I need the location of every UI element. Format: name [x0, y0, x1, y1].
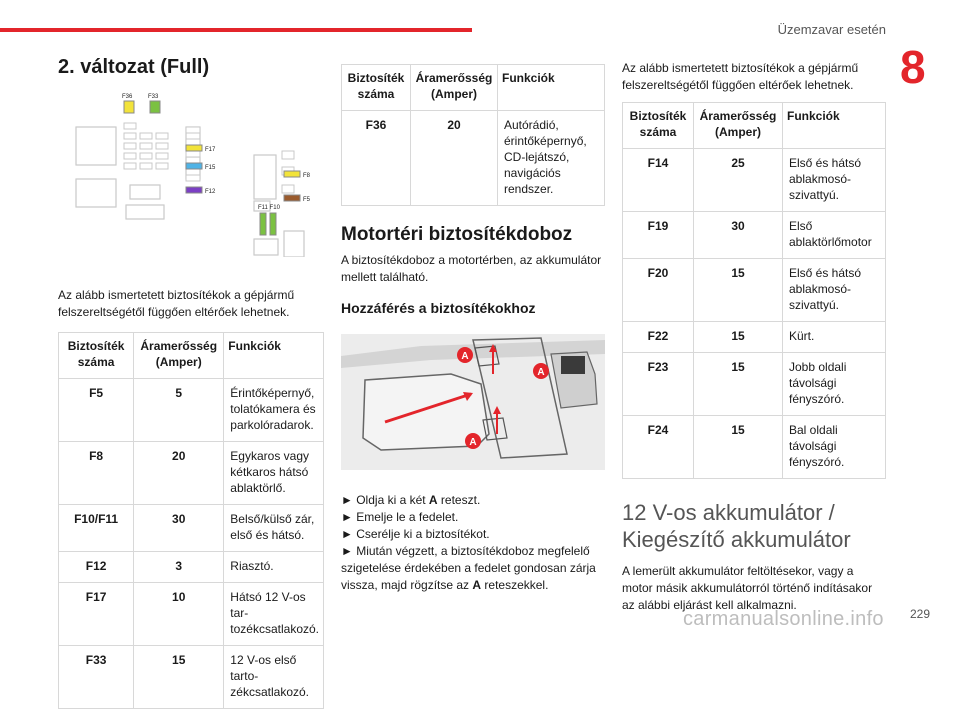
- step-item: [341, 526, 605, 543]
- fuse-slot: [124, 123, 136, 129]
- table-row: [623, 322, 886, 353]
- table-header: Biztosíték száma: [59, 333, 134, 379]
- fuse-f15: [186, 163, 202, 169]
- fuse-function: Kürt.: [783, 322, 886, 353]
- battery-text: A lemerült akkumulátor feltöltésekor, vagy a motor másik akkumulátorról történő indításakor az alábbi eljárást kell alkalmazni.: [622, 564, 873, 612]
- fuse-function: Riasztó.: [224, 552, 324, 583]
- fuse-amperage: 5: [134, 379, 224, 442]
- fuse-slot: [186, 139, 200, 145]
- fuse-f17: [186, 145, 202, 151]
- fuse-f12: [186, 187, 202, 193]
- fuse-number: F22: [623, 322, 694, 353]
- table-header: Áramerősség (Amper): [411, 65, 498, 111]
- step-bullet: ►: [341, 527, 353, 541]
- fuse-amperage: 30: [694, 212, 783, 259]
- fuse-f5: [284, 195, 300, 201]
- fuse-amperage: 15: [694, 416, 783, 479]
- variant-title: 2. változat (Full): [58, 56, 210, 78]
- fuse-number: F24: [623, 416, 694, 479]
- fuse-slot: [124, 153, 136, 159]
- fuse-slot: [140, 153, 152, 159]
- fuse-slot: [186, 175, 200, 181]
- fuse-slot: [124, 163, 136, 169]
- label-f17: F17: [205, 147, 216, 153]
- table-header: Funkciók: [498, 65, 605, 111]
- table-header: Funkciók: [783, 103, 886, 149]
- latch-marker-label: A: [461, 351, 469, 362]
- fuse-f36: [124, 101, 134, 113]
- label-f33: F33: [148, 94, 159, 100]
- table-row: [623, 416, 886, 479]
- fuse-slot: [156, 133, 168, 139]
- fuse-f33: [150, 101, 160, 113]
- step-text: Miután végzett, a biztosítékdoboz megfelelő szigetelése érdekében a fedelet gondosan zárja vissza, majd rögzítse az: [341, 544, 596, 592]
- diagram-block: [254, 155, 276, 199]
- table-header: Funkciók: [224, 333, 324, 379]
- fuse-amperage: 25: [694, 149, 783, 212]
- table-row: [342, 111, 605, 206]
- fuse-number: F19: [623, 212, 694, 259]
- col3-intro: Az alább ismertetett biztosítékok a gépjármű felszereltségétől függően eltérőek lehetnek.: [622, 61, 859, 92]
- table-row: [623, 212, 886, 259]
- label-f36: F36: [122, 94, 133, 100]
- fuse-slot: [156, 153, 168, 159]
- table-header: Áramerősség (Amper): [694, 103, 783, 149]
- table-row: [59, 552, 324, 583]
- engine-fusebox-intro: A biztosítékdoboz a motortérben, az akkumulátor mellett található.: [341, 253, 602, 284]
- fuse-number: F20: [623, 259, 694, 322]
- step-item: [341, 543, 605, 594]
- diagram-block: [76, 179, 116, 207]
- engine-fusebox-heading: Motortéri biztosítékdoboz: [341, 224, 573, 245]
- fuse-function: 12 V-os első tarto-zékcsatlakozó.: [224, 646, 324, 709]
- diagram-block: [126, 205, 164, 219]
- column-2: [341, 64, 605, 594]
- table-header: Biztosíték száma: [342, 65, 411, 111]
- fuse-f10: [270, 213, 276, 235]
- step-bullet: ►: [341, 544, 353, 558]
- fuse-amperage: 15: [134, 646, 224, 709]
- fuse-function: Belső/külső zár, első és hátsó.: [224, 505, 324, 552]
- fuse-slot: [186, 151, 200, 157]
- fuse-function: Érintőképernyő, tolatókamera és parkolóradarok.: [224, 379, 324, 442]
- engine-bay-photo: [341, 334, 605, 470]
- diagram-block: [76, 127, 116, 165]
- fuse-amperage: 15: [694, 322, 783, 353]
- table-row: [59, 583, 324, 646]
- fuse-number: F33: [59, 646, 134, 709]
- fuse-slot: [140, 133, 152, 139]
- latch-marker-label: A: [537, 367, 545, 378]
- fuse-slot: [140, 163, 152, 169]
- fuse-slot: [282, 151, 294, 159]
- fuse-function: Első és hátsó ablakmosó-szivattyú.: [783, 149, 886, 212]
- fuse-number: F36: [342, 111, 411, 206]
- fuse-box-diagram: [58, 87, 324, 257]
- fuse-function: Egykaros vagy kétkaros hátsó ablaktörlő.: [224, 442, 324, 505]
- fuse-table-3: [622, 102, 886, 479]
- fuse-table-1: [58, 332, 324, 709]
- diagram-block: [130, 185, 160, 199]
- step-text: Emelje le a fedelet.: [352, 510, 459, 524]
- step-item: [341, 509, 605, 526]
- diagram-block: [254, 239, 278, 255]
- fuse-function: Hátsó 12 V-os tar-tozékcsatlakozó.: [224, 583, 324, 646]
- label-f11-f10: F11 F10: [258, 205, 280, 211]
- fuse-slot: [156, 143, 168, 149]
- fuse-number: F8: [59, 442, 134, 505]
- label-f8: F8: [303, 173, 311, 179]
- fuse-slot: [124, 143, 136, 149]
- fuse-amperage: 15: [694, 353, 783, 416]
- step-text: Oldja ki a két: [352, 493, 429, 507]
- step-bold: A: [428, 493, 438, 507]
- header-accent-bar: [0, 28, 472, 32]
- fuse-function: Első és hátsó ablakmosó-szivattyú.: [783, 259, 886, 322]
- fuse-amperage: 30: [134, 505, 224, 552]
- fuse-function: Jobb oldali távolsági fényszóró.: [783, 353, 886, 416]
- battery-heading: 12 V-os akkumulátor / Kiegészítő akkumulátor: [622, 500, 851, 552]
- table-header: Biztosíték száma: [623, 103, 694, 149]
- fuse-amperage: 10: [134, 583, 224, 646]
- step-item: [341, 492, 605, 509]
- table-row: [59, 379, 324, 442]
- chapter-number: 8: [900, 41, 926, 93]
- fuse-number: F17: [59, 583, 134, 646]
- label-f5: F5: [303, 197, 311, 203]
- table-row: [59, 505, 324, 552]
- fuse-slot: [186, 127, 200, 133]
- fuse-slot: [156, 163, 168, 169]
- fuse-slot: [282, 185, 294, 193]
- fuse-function: Első ablaktörlőmotor: [783, 212, 886, 259]
- fuse-slot: [140, 143, 152, 149]
- table-row: [59, 646, 324, 709]
- table-row: [623, 353, 886, 416]
- fuse-number: F10/F11: [59, 505, 134, 552]
- fuse-f11: [260, 213, 266, 235]
- fuse-number: F14: [623, 149, 694, 212]
- label-f12: F12: [205, 189, 216, 195]
- label-f15: F15: [205, 165, 216, 171]
- watermark: carmanualsonline.info: [683, 608, 884, 630]
- section-title: Üzemzavar esetén: [777, 22, 886, 37]
- step-bullet: ►: [341, 493, 353, 507]
- steps-list: [341, 492, 605, 594]
- step-text: reteszt.: [437, 493, 481, 507]
- fuse-number: F12: [59, 552, 134, 583]
- page-number: 229: [909, 607, 930, 621]
- column-3: [622, 60, 886, 614]
- table-row: [623, 149, 886, 212]
- latch-marker-label: A: [469, 437, 477, 448]
- fuse-function: Bal oldali távolsági fényszóró.: [783, 416, 886, 479]
- fuse-amperage: 15: [694, 259, 783, 322]
- fuse-table-2: [341, 64, 605, 206]
- step-text: reteszekkel.: [481, 578, 549, 592]
- fuse-amperage: 20: [134, 442, 224, 505]
- access-heading: Hozzáférés a biztosítékokhoz: [341, 300, 536, 316]
- fuse-function: Autórádió, érintőképernyő, CD-lejátszó, navigációs rendszer.: [498, 111, 605, 206]
- fuse-f8: [284, 171, 300, 177]
- fuse-amperage: 20: [411, 111, 498, 206]
- table-row: [59, 442, 324, 505]
- column-1: [58, 56, 324, 709]
- col1-intro: Az alább ismertetett biztosítékok a gépjármű felszereltségétől függően eltérőek lehetnek.: [58, 288, 295, 319]
- step-bullet: ►: [341, 510, 353, 524]
- step-bold: A: [472, 578, 482, 592]
- fuse-number: F5: [59, 379, 134, 442]
- fuse-amperage: 3: [134, 552, 224, 583]
- table-row: [623, 259, 886, 322]
- step-text: Cserélje ki a biztosítékot.: [352, 527, 490, 541]
- table-header: Áramerősség (Amper): [134, 333, 224, 379]
- fuse-slot: [124, 133, 136, 139]
- diagram-block: [284, 231, 304, 257]
- fuse-number: F23: [623, 353, 694, 416]
